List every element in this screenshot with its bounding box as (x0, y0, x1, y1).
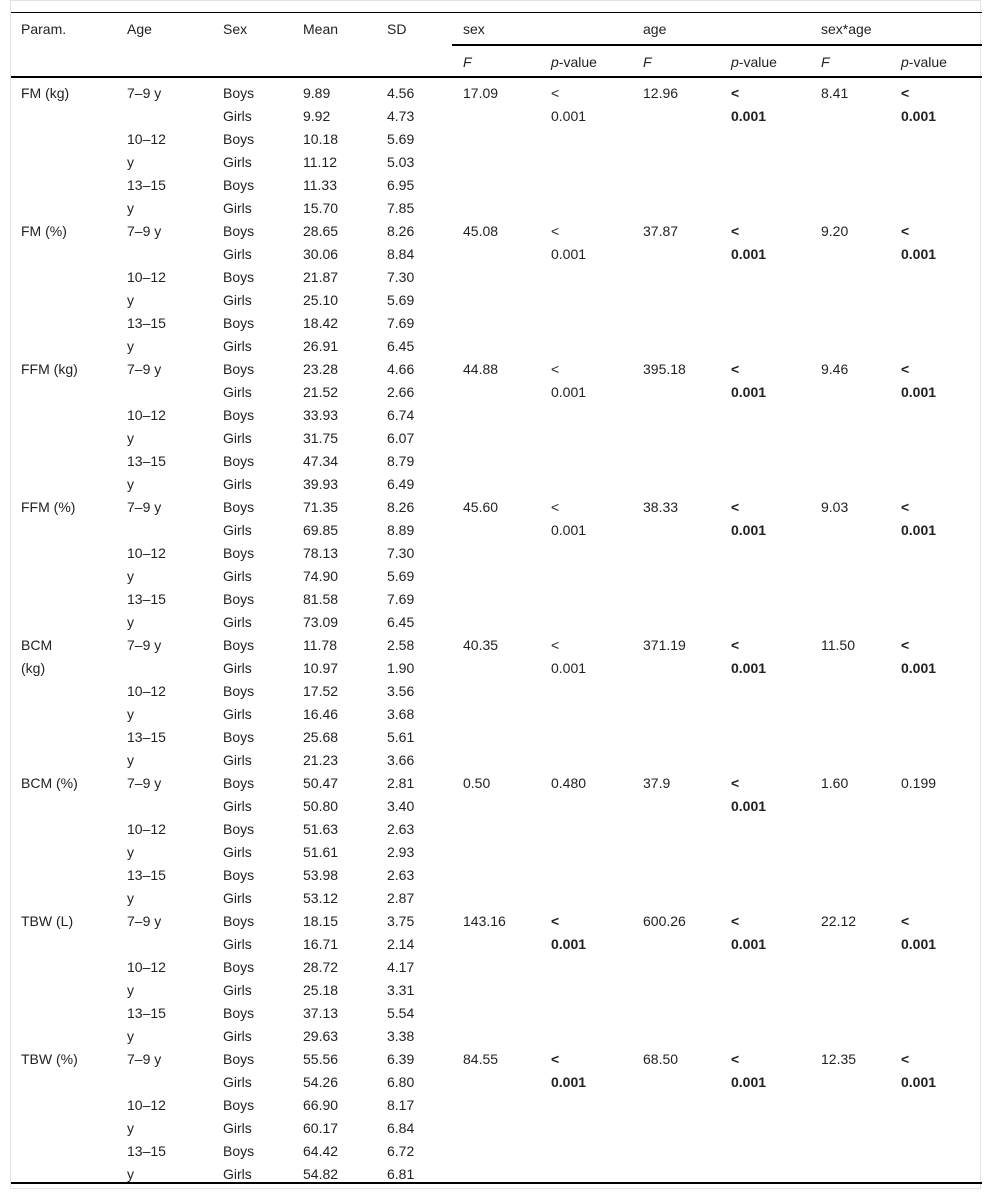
age-cell: 13–15 y (127, 177, 166, 216)
sd-cell: 6.49 (387, 476, 415, 492)
sex-cell: Girls (223, 338, 252, 354)
sex-cell: Girls (223, 752, 252, 768)
sex-cell: Girls (223, 200, 252, 216)
int-p-value: < (901, 223, 910, 239)
sd-cell: 4.56 (387, 85, 415, 101)
mean-cell: 9.92 (303, 108, 331, 124)
sd-cell: 3.38 (387, 1028, 415, 1044)
sex-cell: Girls (223, 614, 252, 630)
mean-cell: 25.68 (303, 729, 339, 745)
sex-cell: Girls (223, 890, 252, 906)
age-cell: 7–9 y (127, 913, 162, 929)
int-p-value: < (901, 913, 910, 929)
sex-cell: Boys (223, 131, 255, 147)
sex-cell: Boys (223, 729, 255, 745)
mean-cell: 18.15 (303, 913, 339, 929)
sd-cell: 2.63 (387, 821, 415, 837)
mean-cell: 21.52 (303, 384, 339, 400)
table-row (11, 1044, 982, 1182)
sd-cell: 3.75 (387, 913, 415, 929)
age-cell: 10–12 y (127, 683, 166, 722)
age-p-value-line2: 0.001 (731, 522, 767, 538)
sex-cell: Boys (223, 821, 255, 837)
mean-cell: 55.56 (303, 1051, 339, 1067)
int-p-value-line2: 0.001 (901, 522, 937, 538)
header-group-age: age (643, 21, 667, 37)
mean-cell: 69.85 (303, 522, 339, 538)
mean-cell: 31.75 (303, 430, 339, 446)
sex-cell: Girls (223, 108, 252, 124)
sex-cell: Boys (223, 545, 255, 561)
sd-cell: 8.26 (387, 499, 415, 515)
mean-cell: 51.63 (303, 821, 339, 837)
header-sex-f: F (463, 54, 472, 70)
table-row (11, 354, 982, 492)
age-f-value: 12.96 (643, 85, 679, 101)
mean-cell: 17.52 (303, 683, 339, 699)
sex-p-value: 0.480 (551, 775, 587, 791)
mean-cell: 11.78 (303, 637, 337, 653)
age-p-value: < (731, 1051, 740, 1067)
sex-f-value: 84.55 (463, 1051, 499, 1067)
sd-cell: 6.45 (387, 614, 415, 630)
mean-cell: 51.61 (303, 844, 339, 860)
table-row (11, 216, 982, 354)
int-p-value: < (901, 499, 910, 515)
mean-cell: 54.26 (303, 1074, 339, 1090)
sex-cell: Boys (223, 591, 255, 607)
sd-cell: 8.26 (387, 223, 415, 239)
sex-cell: Girls (223, 798, 252, 814)
sex-cell: Boys (223, 499, 255, 515)
header-sex: Sex (223, 21, 248, 37)
mean-cell: 78.13 (303, 545, 339, 561)
sex-cell: Girls (223, 1074, 252, 1090)
sex-p-value: < (551, 361, 560, 377)
param-cell: TBW (%) (21, 1051, 78, 1067)
mean-cell: 9.89 (303, 85, 331, 101)
sex-cell: Girls (223, 1120, 252, 1136)
sex-f-value: 45.60 (463, 499, 499, 515)
mean-cell: 50.47 (303, 775, 339, 791)
mean-cell: 11.12 (303, 154, 337, 170)
int-f-value: 9.20 (821, 223, 849, 239)
sex-cell: Boys (223, 1005, 255, 1021)
header-age: Age (127, 21, 152, 37)
age-p-value-line2: 0.001 (731, 936, 767, 952)
sd-cell: 6.80 (387, 1074, 415, 1090)
sex-f-value: 0.50 (463, 775, 491, 791)
sex-p-value-line2: 0.001 (551, 246, 587, 262)
age-cell: 7–9 y (127, 85, 162, 101)
header-int-f: F (821, 54, 830, 70)
sex-cell: Girls (223, 154, 252, 170)
age-p-value: < (731, 499, 740, 515)
mean-cell: 50.80 (303, 798, 339, 814)
table-row (11, 768, 982, 906)
mean-cell: 37.13 (303, 1005, 339, 1021)
header-sex-p: p-value (551, 54, 597, 70)
header-sd: SD (387, 21, 407, 37)
mean-cell: 28.72 (303, 959, 339, 975)
mean-cell: 33.93 (303, 407, 339, 423)
age-cell: 13–15 y (127, 729, 166, 768)
age-f-value: 37.9 (643, 775, 671, 791)
mean-cell: 60.17 (303, 1120, 339, 1136)
header-age-f: F (643, 54, 652, 70)
sex-cell: Boys (223, 1051, 255, 1067)
table-row (11, 630, 982, 768)
sd-cell: 5.54 (387, 1005, 415, 1021)
mean-cell: 16.46 (303, 706, 339, 722)
int-p-value: 0.199 (901, 775, 937, 791)
sd-cell: 3.66 (387, 752, 415, 768)
age-cell: 7–9 y (127, 1051, 162, 1067)
age-cell: 13–15 y (127, 315, 166, 354)
age-cell: 7–9 y (127, 361, 162, 377)
sd-cell: 2.87 (387, 890, 415, 906)
int-p-value-line2: 0.001 (901, 1074, 937, 1090)
age-cell: 10–12 y (127, 959, 166, 998)
mean-cell: 53.12 (303, 890, 339, 906)
table-header (11, 13, 982, 78)
age-f-value: 68.50 (643, 1051, 679, 1067)
int-p-value-line2: 0.001 (901, 936, 937, 952)
mean-cell: 54.82 (303, 1166, 339, 1182)
mean-cell: 30.06 (303, 246, 339, 262)
sd-cell: 2.93 (387, 844, 415, 860)
sex-p-value: < (551, 913, 560, 929)
mean-cell: 73.09 (303, 614, 339, 630)
table-row (11, 906, 982, 1044)
age-p-value: < (731, 775, 740, 791)
age-cell: 10–12 y (127, 1097, 166, 1136)
header-group-sex-age: sex*age (821, 21, 872, 37)
group-rule (452, 44, 982, 46)
param-cell: FFM (%) (21, 499, 76, 515)
int-f-value: 1.60 (821, 775, 849, 791)
sex-cell: Boys (223, 959, 255, 975)
age-p-value-line2: 0.001 (731, 384, 767, 400)
sd-cell: 6.81 (387, 1166, 415, 1182)
sd-cell: 6.74 (387, 407, 415, 423)
sd-cell: 5.69 (387, 568, 415, 584)
age-cell: 7–9 y (127, 637, 162, 653)
mean-cell: 18.42 (303, 315, 339, 331)
sex-cell: Boys (223, 223, 255, 239)
age-cell: 13–15 y (127, 591, 166, 630)
sd-cell: 2.14 (387, 936, 415, 952)
mean-cell: 15.70 (303, 200, 339, 216)
age-cell: 10–12 y (127, 407, 166, 446)
sd-cell: 8.79 (387, 453, 415, 469)
sd-cell: 7.69 (387, 315, 415, 331)
sex-cell: Girls (223, 982, 252, 998)
int-f-value: 9.46 (821, 361, 849, 377)
header-mean: Mean (303, 21, 339, 37)
mean-cell: 66.90 (303, 1097, 339, 1113)
sex-p-value: < (551, 85, 560, 101)
sex-cell: Boys (223, 775, 255, 791)
int-p-value: < (901, 637, 910, 653)
sd-cell: 6.07 (387, 430, 415, 446)
age-cell: 13–15 y (127, 1143, 166, 1182)
int-f-value: 8.41 (821, 85, 849, 101)
sex-p-value: < (551, 499, 560, 515)
sex-f-value: 17.09 (463, 85, 499, 101)
mean-cell: 64.42 (303, 1143, 339, 1159)
int-f-value: 12.35 (821, 1051, 857, 1067)
sex-cell: Boys (223, 269, 255, 285)
sex-cell: Boys (223, 407, 255, 423)
sd-cell: 6.95 (387, 177, 415, 193)
sex-cell: Girls (223, 1028, 252, 1044)
mean-cell: 10.18 (303, 131, 339, 147)
sex-cell: Boys (223, 361, 255, 377)
age-cell: 13–15 y (127, 453, 166, 492)
sex-f-value: 40.35 (463, 637, 499, 653)
age-cell: 10–12 y (127, 821, 166, 860)
sd-cell: 1.90 (387, 660, 415, 676)
age-f-value: 600.26 (643, 913, 686, 929)
sex-cell: Boys (223, 177, 255, 193)
table-row (11, 78, 982, 216)
age-p-value: < (731, 913, 740, 929)
mean-cell: 10.97 (303, 660, 339, 676)
sd-cell: 7.85 (387, 200, 415, 216)
age-f-value: 38.33 (643, 499, 679, 515)
int-p-value-line2: 0.001 (901, 660, 937, 676)
age-cell: 13–15 y (127, 1005, 166, 1044)
sex-p-value-line2: 0.001 (551, 936, 587, 952)
sex-cell: Boys (223, 1143, 255, 1159)
sex-cell: Girls (223, 844, 252, 860)
sd-cell: 2.66 (387, 384, 415, 400)
sex-p-value: < (551, 637, 560, 653)
sd-cell: 2.81 (387, 775, 415, 791)
mean-cell: 25.10 (303, 292, 339, 308)
sex-cell: Boys (223, 867, 255, 883)
sd-cell: 7.30 (387, 545, 415, 561)
age-p-value-line2: 0.001 (731, 1074, 767, 1090)
mean-cell: 39.93 (303, 476, 339, 492)
int-f-value: 9.03 (821, 499, 849, 515)
param-cell: TBW (L) (21, 913, 74, 929)
age-p-value: < (731, 85, 740, 101)
sex-cell: Boys (223, 637, 255, 653)
sex-cell: Girls (223, 384, 252, 400)
int-p-value-line2: 0.001 (901, 108, 937, 124)
sd-cell: 5.69 (387, 131, 415, 147)
age-p-value-line2: 0.001 (731, 108, 767, 124)
sex-p-value-line2: 0.001 (551, 108, 587, 124)
age-cell: 7–9 y (127, 775, 162, 791)
sex-cell: Girls (223, 660, 252, 676)
sex-cell: Girls (223, 936, 252, 952)
age-p-value-line2: 0.001 (731, 246, 767, 262)
sex-cell: Boys (223, 1097, 255, 1113)
mean-cell: 28.65 (303, 223, 339, 239)
sex-cell: Boys (223, 85, 255, 101)
mean-cell: 21.87 (303, 269, 339, 285)
sd-cell: 7.69 (387, 591, 415, 607)
sex-cell: Girls (223, 430, 252, 446)
age-cell: 7–9 y (127, 223, 162, 239)
sd-cell: 5.61 (387, 729, 415, 745)
age-p-value: < (731, 223, 740, 239)
sd-cell: 4.73 (387, 108, 415, 124)
age-f-value: 395.18 (643, 361, 686, 377)
sex-cell: Girls (223, 476, 252, 492)
mean-cell: 26.91 (303, 338, 339, 354)
sd-cell: 2.63 (387, 867, 415, 883)
sd-cell: 3.56 (387, 683, 415, 699)
sd-cell: 6.84 (387, 1120, 415, 1136)
sex-p-value: < (551, 223, 560, 239)
sex-cell: Boys (223, 315, 255, 331)
age-cell: 7–9 y (127, 499, 162, 515)
mean-cell: 23.28 (303, 361, 339, 377)
param-cell: FM (kg) (21, 85, 70, 101)
sex-cell: Girls (223, 292, 252, 308)
mean-cell: 81.58 (303, 591, 339, 607)
sd-cell: 3.40 (387, 798, 415, 814)
mean-cell: 53.98 (303, 867, 339, 883)
sd-cell: 8.89 (387, 522, 415, 538)
sd-cell: 4.17 (387, 959, 415, 975)
sex-p-value-line2: 0.001 (551, 384, 587, 400)
sex-cell: Girls (223, 706, 252, 722)
table-row (11, 492, 982, 630)
mean-cell: 16.71 (303, 936, 339, 952)
sex-cell: Girls (223, 1166, 252, 1182)
int-f-value: 11.50 (821, 637, 855, 653)
sex-p-value-line2: 0.001 (551, 1074, 587, 1090)
sex-cell: Boys (223, 453, 255, 469)
int-p-value-line2: 0.001 (901, 384, 937, 400)
mean-cell: 71.35 (303, 499, 339, 515)
sex-p-value-line2: 0.001 (551, 522, 587, 538)
header-int-p: p-value (901, 54, 947, 70)
mean-cell: 74.90 (303, 568, 339, 584)
table-frame (10, 0, 981, 1189)
sd-cell: 2.58 (387, 637, 415, 653)
age-cell: 13–15 y (127, 867, 166, 906)
int-f-value: 22.12 (821, 913, 857, 929)
int-p-value: < (901, 1051, 910, 1067)
mean-cell: 25.18 (303, 982, 339, 998)
sd-cell: 6.45 (387, 338, 415, 354)
anova-table (11, 12, 982, 1184)
param-cell: BCM (kg) (21, 637, 53, 676)
sd-cell: 5.69 (387, 292, 415, 308)
sex-f-value: 44.88 (463, 361, 499, 377)
header-group-sex: sex (463, 21, 485, 37)
age-cell: 10–12 y (127, 545, 166, 584)
sex-cell: Girls (223, 246, 252, 262)
sd-cell: 7.30 (387, 269, 415, 285)
sex-cell: Girls (223, 522, 252, 538)
sex-p-value: < (551, 1051, 560, 1067)
table-body (11, 78, 982, 1182)
header-age-p: p-value (731, 54, 777, 70)
mean-cell: 47.34 (303, 453, 339, 469)
param-cell: FM (%) (21, 223, 67, 239)
mean-cell: 29.63 (303, 1028, 339, 1044)
int-p-value: < (901, 361, 910, 377)
sex-cell: Boys (223, 913, 255, 929)
param-cell: FFM (kg) (21, 361, 78, 377)
sd-cell: 6.39 (387, 1051, 415, 1067)
param-cell: BCM (%) (21, 775, 78, 791)
sex-cell: Boys (223, 683, 255, 699)
sd-cell: 8.17 (387, 1097, 415, 1113)
age-cell: 10–12 y (127, 269, 166, 308)
sd-cell: 4.66 (387, 361, 415, 377)
mean-cell: 11.33 (303, 177, 337, 193)
sd-cell: 3.31 (387, 982, 415, 998)
sd-cell: 8.84 (387, 246, 415, 262)
sex-cell: Girls (223, 568, 252, 584)
age-p-value-line2: 0.001 (731, 660, 767, 676)
age-f-value: 371.19 (643, 637, 686, 653)
sex-p-value-line2: 0.001 (551, 660, 587, 676)
header-param: Param. (21, 21, 67, 37)
age-cell: 10–12 y (127, 131, 166, 170)
sex-f-value: 143.16 (463, 913, 506, 929)
sd-cell: 5.03 (387, 154, 415, 170)
age-p-value: < (731, 637, 740, 653)
sd-cell: 6.72 (387, 1143, 415, 1159)
age-f-value: 37.87 (643, 223, 679, 239)
mean-cell: 21.23 (303, 752, 339, 768)
age-p-value-line2: 0.001 (731, 798, 767, 814)
int-p-value-line2: 0.001 (901, 246, 937, 262)
sd-cell: 3.68 (387, 706, 415, 722)
int-p-value: < (901, 85, 910, 101)
sex-f-value: 45.08 (463, 223, 499, 239)
age-p-value: < (731, 361, 740, 377)
